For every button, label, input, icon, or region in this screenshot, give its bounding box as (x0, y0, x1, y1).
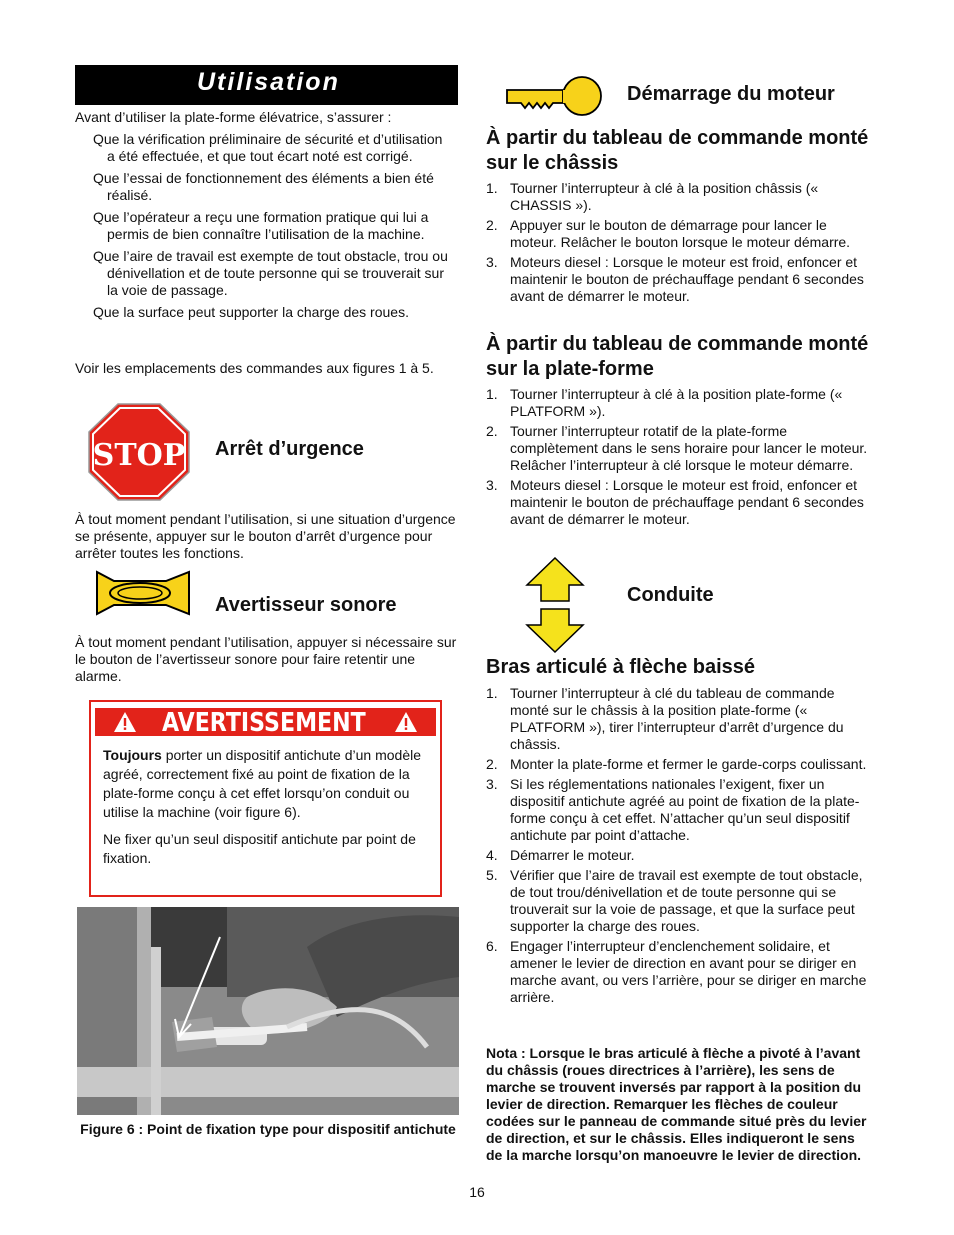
page-number: 16 (469, 1184, 485, 1200)
list-item: Que la surface peut supporter la charge des roues. (93, 304, 409, 320)
list-item: 2. Tourner l’interrupteur rotatif de la plate-forme complètement dans le sens horaire pour lancer le moteur. Relâcher l’interrupteur à clé lorsque le moteur démarre. (486, 423, 868, 473)
drive-arrows-icon (525, 557, 585, 653)
horn-icon (94, 569, 192, 617)
list-item: Que l’essai de fonctionnement des éléments a bien été réalisé. (93, 170, 434, 203)
list-item: 3. Moteurs diesel : Lorsque le moteur est froid, enfoncer et maintenir le bouton de préchauffage pendant 6 secondes avant de démarrer le moteur. (486, 477, 864, 527)
list-item: 1. Tourner l’interrupteur à clé à la position châssis (« CHASSIS »). (486, 180, 819, 213)
drive-steps (486, 685, 871, 1009)
list-item: 4. Démarrer le moteur. (486, 847, 635, 863)
warning-paragraph (103, 746, 430, 822)
warning-paragraph: Ne fixer qu’un seul dispositif antichute par point de fixation. (103, 831, 416, 866)
stop-sign-icon (88, 403, 190, 501)
list-item: 5. Vérifier que l’aire de travail est exempte de tout obstacle, de tout trou/dénivellation et de toute personne qui se trouverait sur la voie de passage, et que la surface peut supporter la charge des roues. (486, 867, 863, 934)
chassis-controls-heading: À partir du tableau de commande monté sur le châssis (486, 127, 869, 174)
figure-caption: Figure 6 : Point de fixation type pour dispositif antichute (80, 1121, 456, 1137)
list-item: Que l’opérateur a reçu une formation pratique qui lui a permis de bien connaître l’utilisation de la machine. (93, 209, 429, 242)
lanyard-anchor-photo-illustration (77, 907, 459, 1115)
warning-text: porter un dispositif antichute d’un modèle agréé, correctement fixé au point de fixation de la plate-forme conçu à cet effet lorsqu’on conduit ou utilise la machine (voir figure 6). (103, 747, 422, 820)
drive-note: Nota : Lorsque le bras articulé à flèche a pivoté à l’avant du châssis (roues directrices à l’arrière), les sens de marche se trouvent inversés par rapport à la position du levier de direction. Remarquer les flèches de couleur codées sur le panneau de commande situé près du levier de direction, et sur le châssis. Elles indiqueront le sens de la marche lorsqu’on manoeuvre le levier de direction. (486, 1045, 867, 1163)
key-icon (505, 76, 603, 116)
warning-title: AVERTISSEMENT (162, 708, 366, 738)
warning-header (95, 706, 436, 738)
chassis-steps (486, 180, 871, 308)
horn-heading: Avertisseur sonore (215, 594, 397, 616)
warning-emphasis: Toujours (103, 747, 162, 763)
emergency-stop-heading: Arrêt d’urgence (215, 438, 364, 460)
platform-controls-heading: À partir du tableau de commande monté sur la plate-forme (486, 333, 869, 380)
figure-6-photo (77, 907, 459, 1115)
checklist (93, 131, 453, 326)
emergency-stop-text: À tout moment pendant l’utilisation, si une situation d’urgence se présente, appuyer sur le bouton d’arrêt d’urgence pour arrêter toutes les fonctions. (75, 511, 456, 561)
intro-text: Avant d’utiliser la plate-forme élévatrice, s’assurer : (75, 109, 392, 125)
engine-start-heading: Démarrage du moteur (627, 83, 835, 105)
boom-lowered-heading: Bras articulé à flèche baissé (486, 656, 756, 678)
warning-box (89, 700, 442, 897)
warning-triangle-icon (113, 711, 137, 733)
list-item: 3. Si les réglementations nationales l’exigent, fixer un dispositif antichute agréé au point de fixation de la plate-forme conçu à cet effet. N’attacher qu’un seul dispositif antichute par point d’attache. (486, 776, 860, 843)
list-item: Que la vérification préliminaire de sécurité et d’utilisation a été effectuée, et que tout écart noté est corrigé. (93, 131, 443, 164)
list-item: 3. Moteurs diesel : Lorsque le moteur est froid, enfoncer et maintenir le bouton de préchauffage pendant 6 secondes avant de démarrer le moteur. (486, 254, 864, 304)
list-item: 2. Appuyer sur le bouton de démarrage pour lancer le moteur. Relâcher le bouton lorsque le moteur démarre. (486, 217, 851, 250)
warning-triangle-icon (394, 711, 418, 733)
list-item: 1. Tourner l’interrupteur à clé à la position plate-forme (« PLATFORM »). (486, 386, 843, 419)
stop-sign-text: STOP (92, 438, 186, 473)
warning-body (103, 746, 430, 868)
list-item: 2. Monter la plate-forme et fermer le garde-corps coulissant. (486, 756, 867, 772)
list-item: Que l’aire de travail est exempte de tout obstacle, trou ou dénivellation et de toute personne qui se trouverait sur la voie de passage. (93, 248, 448, 298)
platform-steps (486, 386, 871, 531)
list-item: 1. Tourner l’interrupteur à clé du tableau de commande monté sur le châssis à la position plate-forme (« PLATFORM »), tirer l’interrupteur d’arrêt d’urgence du châssis. (486, 685, 844, 752)
list-item: 6. Engager l’interrupteur d’enclenchement solidaire, et amener le levier de direction en avant pour se diriger en marche avant, ou vers l’arrière, pour se diriger en marche arrière. (486, 938, 867, 1005)
see-figures-text: Voir les emplacements des commandes aux figures 1 à 5. (75, 360, 434, 376)
horn-text: À tout moment pendant l’utilisation, appuyer si nécessaire sur le bouton de l’avertisseur sonore pour faire retentir une alarme. (75, 634, 457, 684)
section-banner: Utilisation (75, 65, 458, 105)
drive-heading: Conduite (627, 584, 714, 606)
